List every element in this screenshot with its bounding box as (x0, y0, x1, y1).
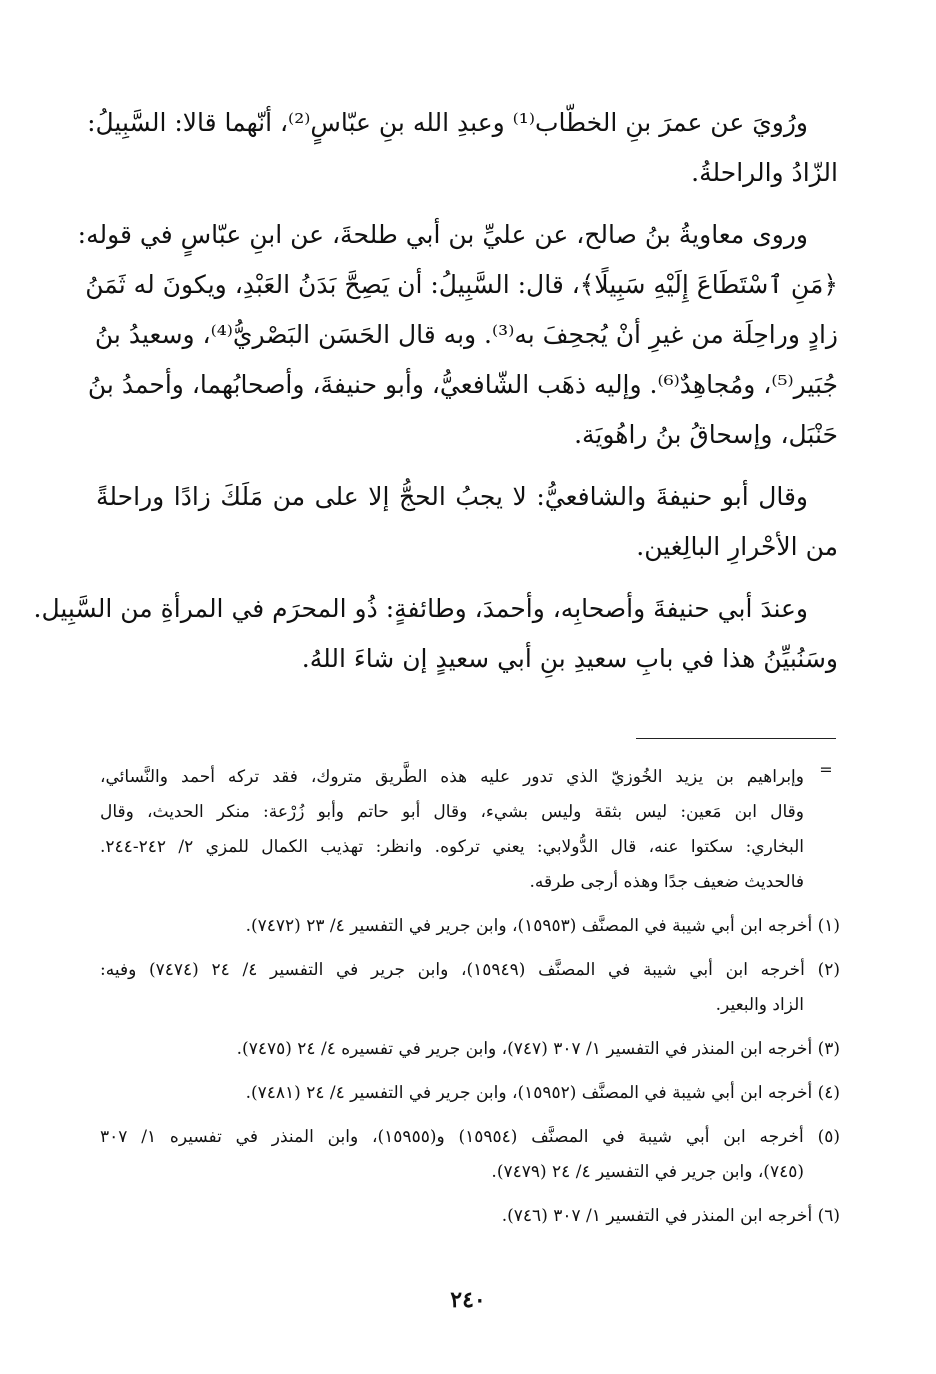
footnote-1: (١) أخرجه ابن أبي شيبة في المصنَّف (١٥٩٥٣)، وابن جرير في التفسير ٤/ ٢٣ (٧٤٧٢). (245, 916, 840, 936)
footnote-line: (٢) أخرجه ابن أبي شيبة في المصنَّف (١٥٩٤٩)، وابن جرير في التفسير ٤/ ٢٤ (٧٤٧٤) وفيه: (100, 960, 840, 980)
footnote-line: البخاري: سكتوا عنه، قال الدُّولابي: يعني تركوه. وانظر: تهذيب الكمال للمزي ٢/ ٢٤٢-٢٤٤. (100, 837, 804, 857)
footnote-line: وإبراهيم بن يزيد الخُوزيّ الذي تدور عليه هذه الطَّريق متروك، فقد تركه أحمد والنَّسائي، (100, 767, 804, 787)
footnote-line: وقال ابن مَعين: ليس بثقة وليس بشيء، وقال أبو حاتم وأبو زُرْعة: منكر الحديث، وقال (100, 802, 804, 822)
text-line: من الأحْرارِ البالِغين. (636, 532, 838, 561)
text-line: وعندَ أبي حنيفةَ وأصحابِه، وأحمدَ، وطائفةٍ: ذُو المحرَم في المرأةِ من السَّبِيل. (33, 594, 808, 623)
footnote-line: فالحديث ضعيف جدًا وهذه أرجى طرقه. (529, 872, 804, 892)
text-line: ﴿مَنِ ٱسْتَطَاعَ إِلَيْهِ سَبِيلًا﴾، قال: السَّبِيلُ: أن يَصِحَّ بَدَنُ العَبْدِ، ويكونَ له ثَمَنُ (85, 270, 838, 299)
footnotes (100, 760, 840, 1234)
paragraph-4 (33, 584, 838, 684)
footnote-3: (٣) أخرجه ابن المنذر في التفسير ١/ ٣٠٧ (٧٤٧)، وابن جرير في تفسيره ٤/ ٢٤ (٧٤٧٥). (236, 1039, 840, 1059)
text-line: ورُويَ عن عمرَ بنِ الخطّاب⁽¹⁾ وعبدِ الله بنِ عبّاسٍ⁽²⁾، أنّهما قالا: السَّبِيلُ: (87, 108, 808, 137)
main-text (33, 98, 838, 684)
footnote-line: (٧٤٥)، وابن جرير في التفسير ٤/ ٢٤ (٧٤٧٩). (491, 1162, 804, 1182)
text-line: وسَنُبيِّنُ هذا في بابِ سعيدِ بنِ أبي سعيدٍ إن شاءَ اللهُ. (301, 644, 838, 673)
text-line: وقال أبو حنيفةَ والشافعيُّ: لا يجبُ الحجُّ إلا على من مَلَكَ زادًا وراحلةً (96, 482, 808, 511)
footnote-line: الزاد والبعير. (715, 995, 804, 1015)
text-line: الزّادُ والراحلةُ. (691, 158, 838, 187)
paragraph-1 (87, 98, 838, 198)
footnote-2 (100, 953, 840, 1023)
footnote-5 (100, 1120, 840, 1190)
paragraph-2 (77, 210, 838, 460)
footnote-4: (٤) أخرجه ابن أبي شيبة في المصنَّف (١٥٩٥٢)، وابن جرير في التفسير ٤/ ٢٤ (٧٤٨١). (245, 1083, 840, 1103)
page-number: ٢٤٠ (450, 1287, 486, 1313)
footnote-continuation (100, 760, 840, 900)
paragraph-3 (96, 472, 838, 572)
footnote-separator (636, 738, 836, 739)
text-line: وروى معاويةُ بنُ صالح، عن عليِّ بن أبي طلحةَ، عن ابنِ عبّاسٍ في قوله: (77, 220, 808, 249)
text-line: حَنْبَل، وإسحاقُ بنُ راهُويَة. (574, 420, 838, 449)
continuation-mark: = (819, 760, 833, 779)
footnote-line: (٥) أخرجه ابن أبي شيبة في المصنَّف (١٥٩٥٤) و(١٥٩٥٥)، وابن المنذر في تفسيره ١/ ٣٠٧ (100, 1127, 840, 1147)
text-line: جُبَير⁽⁵⁾، ومُجاهِدٌ⁽⁶⁾. وإليه ذهَب الشّافعيُّ، وأبو حنيفةَ، وأصحابُهما، وأحمدُ بنُ (87, 370, 838, 399)
footnote-6: (٦) أخرجه ابن المنذر في التفسير ١/ ٣٠٧ (٧٤٦). (501, 1206, 840, 1226)
text-line: زادٍ وراحِلَة من غيرِ أنْ يُجحِفَ به⁽³⁾. وبه قال الحَسَن البَصْريُّ⁽⁴⁾، وسعيدُ بنُ (94, 320, 838, 349)
